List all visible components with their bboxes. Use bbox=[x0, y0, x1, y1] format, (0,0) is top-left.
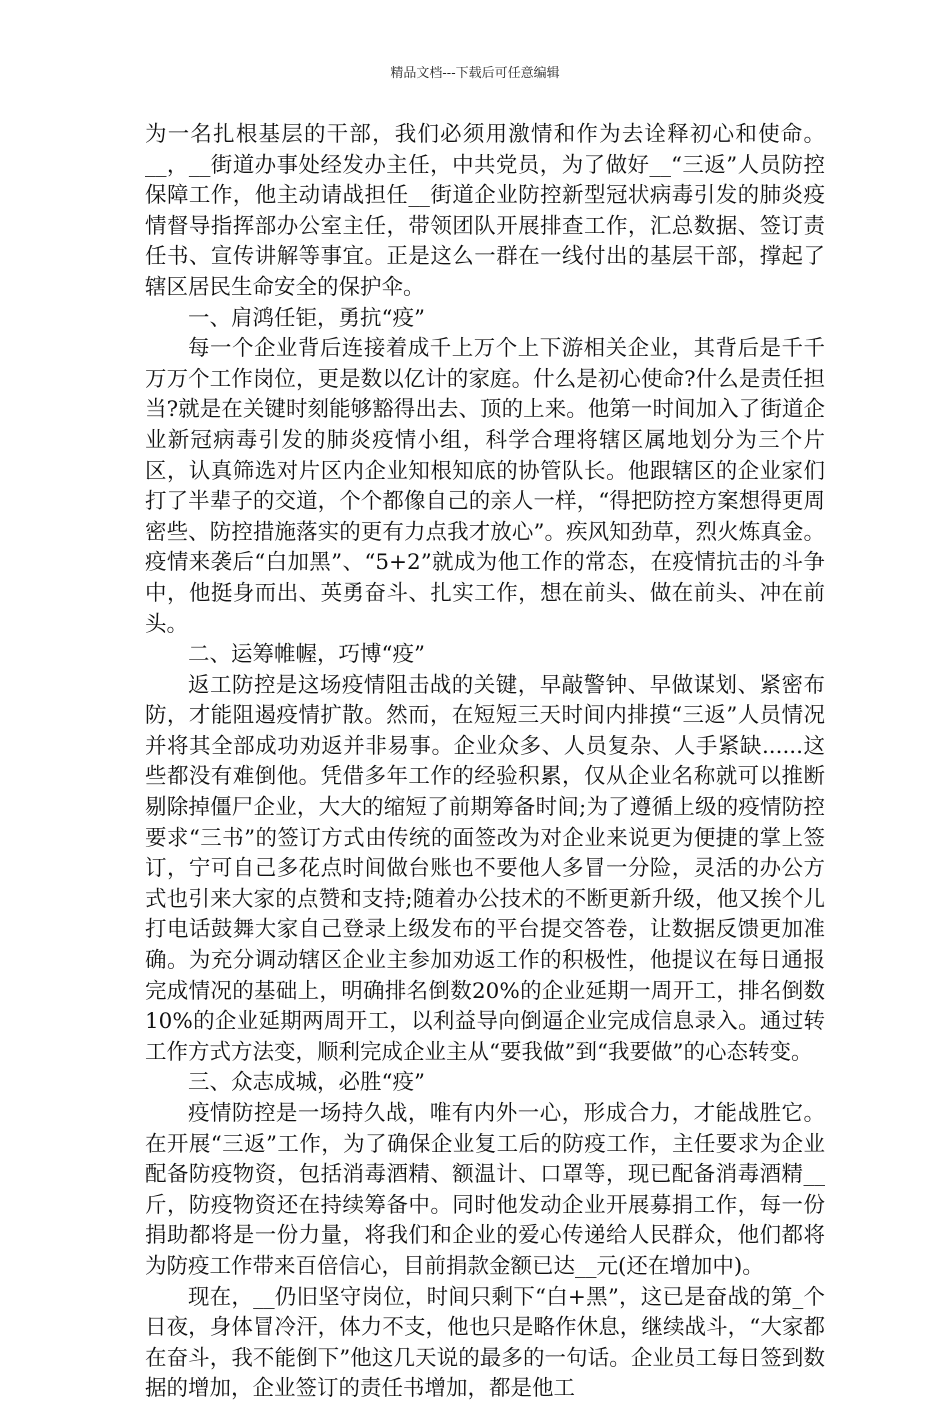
paragraph-section-2: 返工防控是这场疫情阻击战的关键，早敲警钟、早做谋划、紧密布防，才能阻遏疫情扩散。然而，在短短三天时间内排摸“三返”人员情况并将其全部成功劝返并非易事。企业众多、人员复杂、人手紧缺......这些都没有难倒他。凭借多年工作的经验积累，仅从企业名称就可以推断剔除掉僵尸企业，大大的缩短了前期筹备时间;为了遵循上级的疫情防控要求“三书”的签订方式由传统的面签改为对企业来说更为便捷的掌上签订，宁可自己多花点时间做台账也不要他人多冒一分险，灵活的办公方式也引来大家的点赞和支持;随着办公技术的不断更新升级，他又挨个儿打电话鼓舞大家自己登录上级发布的平台提交答卷，让数据反馈更加准确。为充分调动辖区企业主参加劝返工作的积极性，他提议在每日通报完成情况的基础上，明确排名倒数20%的企业延期一周开工，排名倒数10%的企业延期两周开工，以利益导向倒逼企业完成信息录入。通过转工作方式方法变，顺利完成企业主从“要我做”到“我要做”的心态转变。 bbox=[145, 672, 825, 1065]
section-heading-3: 三、众志成城，必胜“疫” bbox=[188, 1070, 425, 1096]
section-heading-1: 一、肩鸿任钜，勇抗“疫” bbox=[188, 305, 425, 331]
paragraph-section-1: 每一个企业背后连接着成千上万个上下游相关企业，其背后是千千万万个工作岗位，更是数以亿计的家庭。什么是初心使命?什么是责任担当?就是在关键时刻能够豁得出去、顶的上来。他第一时间加入了街道企业新冠病毒引发的肺炎疫情小组，科学合理将辖区属地划分为三个片区，认真筛选对片区内企业知根知底的协管队长。他跟辖区的企业家们打了半辈子的交道，个个都像自己的亲人一样，“得把防控方案想得更周密些、防控措施落实的更有力点我才放心”。疾风知劲草，烈火炼真金。疫情来袭后“白加黑”、“5+2”就成为他工作的常态，在疫情抗击的斗争中，他挺身而出、英勇奋斗、扎实工作，想在前头、做在前头、冲在前头。 bbox=[145, 336, 825, 637]
paragraph-section-3: 疫情防控是一场持久战，唯有内外一心，形成合力，才能战胜它。在开展“三返”工作，为了确保企业复工后的防疫工作，主任要求为企业配备防疫物资，包括消毒酒精、额温计、口罩等，现已配备消毒酒精__斤，防疫物资还在持续筹备中。同时他发动企业开展募捐工作，每一份捐助都将是一份力量，将我们和企业的爱心传递给人民群众，他们都将为防疫工作带来百倍信心，目前捐款金额已达__元(还在增加中)。 bbox=[145, 1101, 825, 1279]
document-body bbox=[145, 120, 825, 1405]
section-heading-2: 二、运筹帷幄，巧博“疫” bbox=[188, 642, 425, 668]
paragraph-closing: 现在，__仍旧坚守岗位，时间只剩下“白+黑”，这已是奋战的第_个日夜，身体冒冷汗，体力不支，他也只是略作休息，继续战斗，“大家都在奋斗，我不能倒下”他这几天说的最多的一句话。企业员工每日签到数据的增加，企业签订的责任书增加，都是他工 bbox=[145, 1284, 825, 1402]
page-header-watermark: 精品文档---下载后可任意编辑 bbox=[390, 66, 560, 81]
paragraph-intro: 为一名扎根基层的干部，我们必须用激情和作为去诠释初心和使命。__，__街道办事处经发办主任，中共党员，为了做好__“三返”人员防控保障工作，他主动请战担任__街道企业防控新型冠状病毒引发的肺炎疫情督导指挥部办公室主任，带领团队开展排查工作，汇总数据、签订责任书、宣传讲解等事宜。正是这么一群在一线付出的基层干部，撑起了辖区居民生命安全的保护伞。 bbox=[145, 122, 825, 300]
